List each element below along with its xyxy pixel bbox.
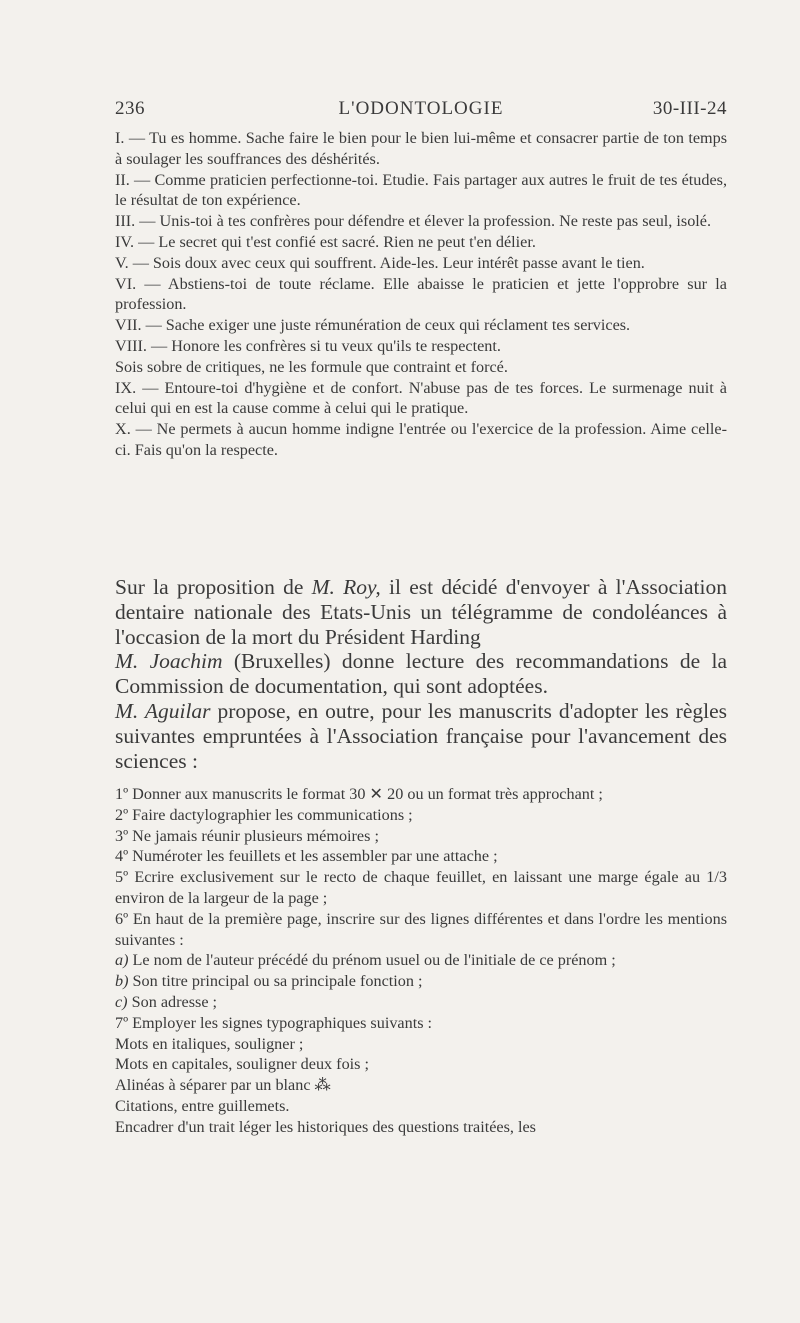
commandment-6: VI. — Abstiens-toi de toute réclame. Elle abaisse le praticien et jette l'opprobre sur la profession. [115, 274, 727, 314]
running-header [115, 98, 727, 124]
p1-intro: Sur la proposition de [115, 575, 312, 599]
subrule-a-letter: a) [115, 951, 129, 970]
typo-sign-quotes: Citations, entre guillemets. [115, 1096, 290, 1115]
subrule-b [115, 971, 727, 992]
speaker-aguilar: M. Aguilar [115, 698, 211, 723]
p2-body: (Bruxelles) donne lecture des recommandations de la Commission de documentation, qui sont adoptées. [115, 649, 728, 699]
commandment-2: II. — Comme praticien perfectionne-toi. Etudie. Fais partager aux autres le fruit de tes études, le résultat de ton expérience. [115, 170, 727, 210]
subrule-c [115, 992, 727, 1013]
subrule-b-text: Son titre principal ou sa principale fonction ; [128, 972, 423, 991]
p3-body: propose, en outre, pour les manuscrits d'adopter les règles suivantes empruntées à l'Association française pour l'avancement des sciences : [115, 698, 727, 773]
subrule-c-letter: c) [115, 992, 128, 1011]
speaker-joachim: M. Joachim [115, 649, 223, 674]
manuscript-rules [115, 784, 727, 1138]
subrule-b-letter: b) [115, 972, 129, 991]
rule-5: 5º Ecrire exclusivement sur le recto de chaque feuillet, en laissant une marge égale au 1/3 environ de la largeur de la page ; [115, 868, 727, 907]
commandment-5: V. — Sois doux avec ceux qui souffrent. Aide-les. Leur intérêt passe avant le tien. [115, 253, 645, 272]
rule-4: 4º Numéroter les feuillets et les assembler par une attache ; [115, 847, 498, 866]
commandments-list [115, 128, 727, 461]
typo-sign-capitals: Mots en capitales, souligner deux fois ; [115, 1055, 370, 1074]
commandment-1: I. — Tu es homme. Sache faire le bien pour le bien lui-même et consacrer partie de ton temps à soulager les souffrances des déshérités. [115, 129, 727, 168]
issue-date: 30-III-24 [652, 98, 727, 119]
subrule-c-text: Son adresse ; [127, 992, 218, 1011]
commandment-3: III. — Unis-toi à tes confrères pour défendre et élever la profession. Ne reste pas seul, isolé. [115, 212, 712, 231]
commandment-9: IX. — Entoure-toi d'hygiène et de confort. N'abuse pas de tes forces. Le surmenage nuit à celui qui en est la cause comme à celui qui le pratique. [115, 378, 727, 418]
paragraph-joachim [115, 649, 727, 699]
commandment-8-continued: Sois sobre de critiques, ne les formule que contraint et forcé. [115, 357, 508, 376]
typo-sign-paragraphs: Alinéas à séparer par un blanc ⁂ [115, 1076, 331, 1095]
speaker-roy: M. Roy, [311, 575, 381, 599]
paragraph-telegram [115, 575, 727, 649]
commandment-7: VII. — Sache exiger une juste rémunération de ceux qui réclament tes services. [115, 316, 631, 335]
page-number: 236 [115, 98, 145, 119]
commandment-8: VIII. — Honore les confrères si tu veux qu'ils te respectent. [115, 336, 501, 355]
commandment-4: IV. — Le secret qui t'est confié est sacré. Rien ne peut t'en délier. [115, 232, 536, 251]
typo-sign-frame: Encadrer d'un trait léger les historiques des questions traitées, les [115, 1117, 536, 1136]
typo-sign-italics: Mots en italiques, souligner ; [115, 1034, 304, 1053]
p1-body: il est décidé d'envoyer à l'Association dentaire nationale des Etats-Unis un télégramme de condoléances à l'occasion de la mort du Président Harding [115, 575, 727, 649]
subrule-a-text: Le nom de l'auteur précédé du prénom usuel ou de l'initiale de ce prénom ; [128, 951, 616, 970]
paragraph-aguilar [115, 699, 727, 773]
rule-1: 1º Donner aux manuscrits le format 30 ✕ 20 ou un format très approchant ; [115, 785, 603, 803]
rule-6: 6º En haut de la première page, inscrire sur des lignes différentes et dans l'ordre les mentions suivantes : [115, 909, 727, 949]
rule-2: 2º Faire dactylographier les communications ; [115, 805, 413, 824]
commandment-10: X. — Ne permets à aucun homme indigne l'entrée ou l'exercice de la profession. Aime celle-ci. Fais qu'on la respecte. [115, 420, 727, 459]
minutes-paragraphs [115, 575, 727, 773]
subrule-a [115, 950, 727, 971]
rule-3: 3º Ne jamais réunir plusieurs mémoires ; [115, 826, 379, 845]
journal-title: L'ODONTOLOGIE [338, 98, 504, 119]
rule-7: 7º Employer les signes typographiques suivants : [115, 1013, 433, 1032]
